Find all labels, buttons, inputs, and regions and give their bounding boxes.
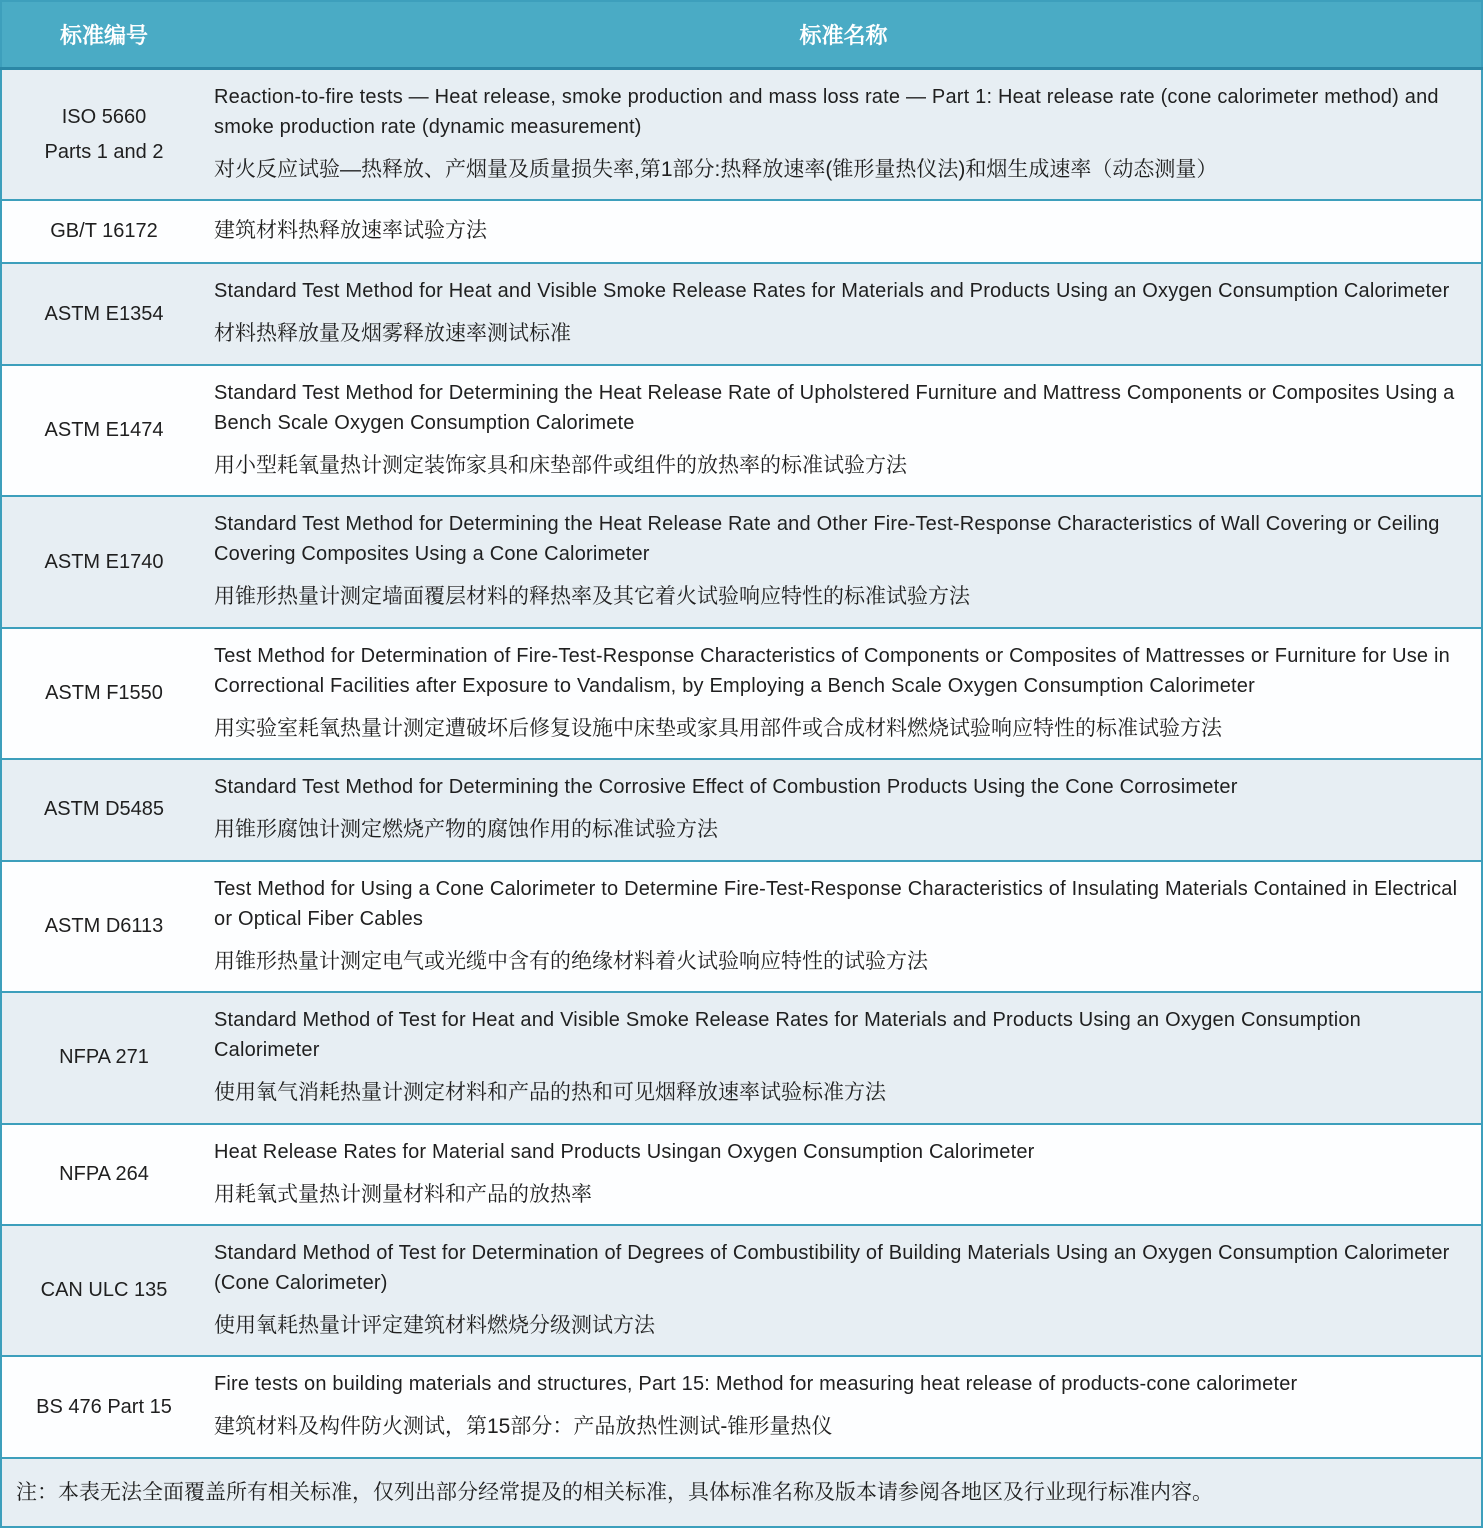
- standard-name-chinese: 材料热释放量及烟雾释放速率测试标准: [214, 322, 571, 346]
- standard-name-english: Standard Method of Test for Determination of Degrees of Combustibility of Building Materials Using an Oxygen Consumption Calorimeter (Cone Calorimeter): [214, 1241, 1450, 1294]
- table-header: [1, 1, 1482, 69]
- standard-code-cell: [1, 1356, 206, 1457]
- standard-name-chinese: 使用氧耗热量计评定建筑材料燃烧分级测试方法: [214, 1313, 655, 1337]
- standard-code: NFPA 271: [59, 1046, 149, 1069]
- standard-name-chinese: 用锥形热量计测定墙面覆层材料的释热率及其它着火试验响应特性的标准试验方法: [214, 585, 970, 609]
- standard-name-cell: [206, 365, 1482, 496]
- table-row: [1, 1356, 1482, 1457]
- table-row: [1, 365, 1482, 496]
- table-row: [1, 861, 1482, 992]
- standard-name-cell: [206, 1225, 1482, 1356]
- standard-name-chinese: 用耗氧式量热计测量材料和产品的放热率: [214, 1182, 592, 1206]
- table-row: [1, 69, 1482, 201]
- standard-name-english: Reaction-to-fire tests — Heat release, smoke production and mass loss rate — Part 1: Heat release rate (cone calorimeter method) and smoke production rate (dynamic measurement): [214, 86, 1439, 138]
- standard-code-cell: [1, 1225, 206, 1356]
- table-row: [1, 1124, 1482, 1225]
- standard-name-english: Standard Test Method for Determining the Corrosive Effect of Combustion Products Using the Cone Corrosimeter: [214, 776, 1238, 799]
- standard-code-cell: [1, 759, 206, 860]
- standard-code: ASTM E1740: [44, 550, 164, 573]
- standard-code-cell: [1, 496, 206, 627]
- standard-code: ASTM F1550: [45, 681, 163, 704]
- standard-name-chinese: 用小型耗氧量热计测定装饰家具和床垫部件或组件的放热率的标准试验方法: [214, 453, 907, 477]
- standard-code: NFPA 264: [59, 1162, 149, 1185]
- standard-code: ASTM E1354: [44, 302, 164, 325]
- standard-code-cell: [1, 628, 206, 759]
- standard-name-english: Standard Method of Test for Heat and Visible Smoke Release Rates for Materials and Products Using an Oxygen Consumption Calorimeter: [214, 1009, 1361, 1062]
- table-row: [1, 992, 1482, 1123]
- standard-code-cell: [1, 263, 206, 364]
- standard-name-cell: [206, 496, 1482, 627]
- table-body: [1, 69, 1482, 1458]
- standard-name-chinese: 用实验室耗氧热量计测定遭破坏后修复设施中床垫或家具用部件或合成材料燃烧试验响应特性的标准试验方法: [214, 716, 1222, 740]
- standard-name-cell: [206, 861, 1482, 992]
- standard-code-cell: [1, 69, 206, 201]
- standard-name-cell: [206, 263, 1482, 364]
- standard-code: ISO 5660: [61, 105, 147, 128]
- standard-name-cell: [206, 200, 1482, 263]
- table-row: [1, 200, 1482, 263]
- standard-code-cell: [1, 365, 206, 496]
- standard-name-chinese: 建筑材料热释放速率试验方法: [214, 218, 487, 242]
- header-standard-code: 标准编号: [1, 1, 206, 69]
- standard-name-cell: [206, 1124, 1482, 1225]
- table-row: [1, 628, 1482, 759]
- standard-code-line2: Parts 1 and 2: [44, 140, 164, 163]
- standard-code-cell: [1, 992, 206, 1123]
- standard-name-cell: [206, 69, 1482, 201]
- standard-code-cell: [1, 861, 206, 992]
- footnote: 注：本表无法全面覆盖所有相关标准，仅列出部分经常提及的相关标准，具体标准名称及版本请参阅各地区及行业现行标准内容。: [1, 1458, 1482, 1527]
- standard-name-cell: [206, 1356, 1482, 1457]
- header-standard-name: 标准名称: [206, 1, 1482, 69]
- table-row: [1, 1225, 1482, 1356]
- note-row: [1, 1458, 1482, 1527]
- standard-name-chinese: 用锥形腐蚀计测定燃烧产物的腐蚀作用的标准试验方法: [214, 818, 718, 842]
- standard-name-chinese: 用锥形热量计测定电气或光缆中含有的绝缘材料着火试验响应特性的试验方法: [214, 949, 928, 973]
- standard-code: CAN ULC 135: [40, 1279, 168, 1302]
- standard-name-english: Fire tests on building materials and structures, Part 15: Method for measuring heat release of products-cone calorimeter: [214, 1373, 1298, 1396]
- standard-code-cell: [1, 200, 206, 263]
- standard-name-english: Standard Test Method for Determining the Heat Release Rate and Other Fire-Test-Response Characteristics of Wall Covering or Ceiling Covering Composites Using a Cone Calorimeter: [214, 513, 1440, 566]
- standard-name-cell: [206, 759, 1482, 860]
- standard-code: ASTM E1474: [44, 419, 164, 442]
- standard-name-chinese: 建筑材料及构件防火测试，第15部分：产品放热性测试-锥形量热仪: [214, 1415, 833, 1439]
- table-row: [1, 759, 1482, 860]
- standard-code: GB/T 16172: [50, 220, 158, 243]
- standard-name-cell: [206, 992, 1482, 1123]
- table-footer: [1, 1458, 1482, 1527]
- standard-name-cell: [206, 628, 1482, 759]
- table-row: [1, 263, 1482, 364]
- standard-name-chinese: 使用氧气消耗热量计测定材料和产品的热和可见烟释放速率试验标准方法: [214, 1081, 886, 1105]
- standard-name-english: Standard Test Method for Heat and Visible Smoke Release Rates for Materials and Products Using an Oxygen Consumption Calorimeter: [214, 280, 1450, 303]
- standard-name-english: Test Method for Determination of Fire-Test-Response Characteristics of Components or Composites of Mattresses or Furniture for Use in Correctional Facilities after Exposure to Vandalism, by Employing a Bench Scale Oxygen Consumption Calorimeter: [214, 644, 1450, 697]
- table-row: [1, 496, 1482, 627]
- header-row: [1, 1, 1482, 69]
- standard-name-english: Standard Test Method for Determining the Heat Release Rate of Upholstered Furniture and Mattress Components or Composites Using a Bench Scale Oxygen Consumption Calorimete: [214, 381, 1455, 434]
- standard-code: ASTM D5485: [43, 798, 165, 821]
- standard-name-english: Heat Release Rates for Material sand Products Usingan Oxygen Consumption Calorimeter: [214, 1140, 1035, 1163]
- standard-code: BS 476 Part 15: [36, 1395, 172, 1418]
- standard-name-english: Test Method for Using a Cone Calorimeter to Determine Fire-Test-Response Characteristics of Insulating Materials Contained in Electrical or Optical Fiber Cables: [214, 877, 1458, 930]
- standard-code-cell: [1, 1124, 206, 1225]
- standard-code: ASTM D6113: [44, 914, 164, 937]
- standard-name-chinese: 对火反应试验—热释放、产烟量及质量损失率,第1部分:热释放速率(锥形量热仪法)和烟生成速率（动态测量）: [214, 158, 1218, 181]
